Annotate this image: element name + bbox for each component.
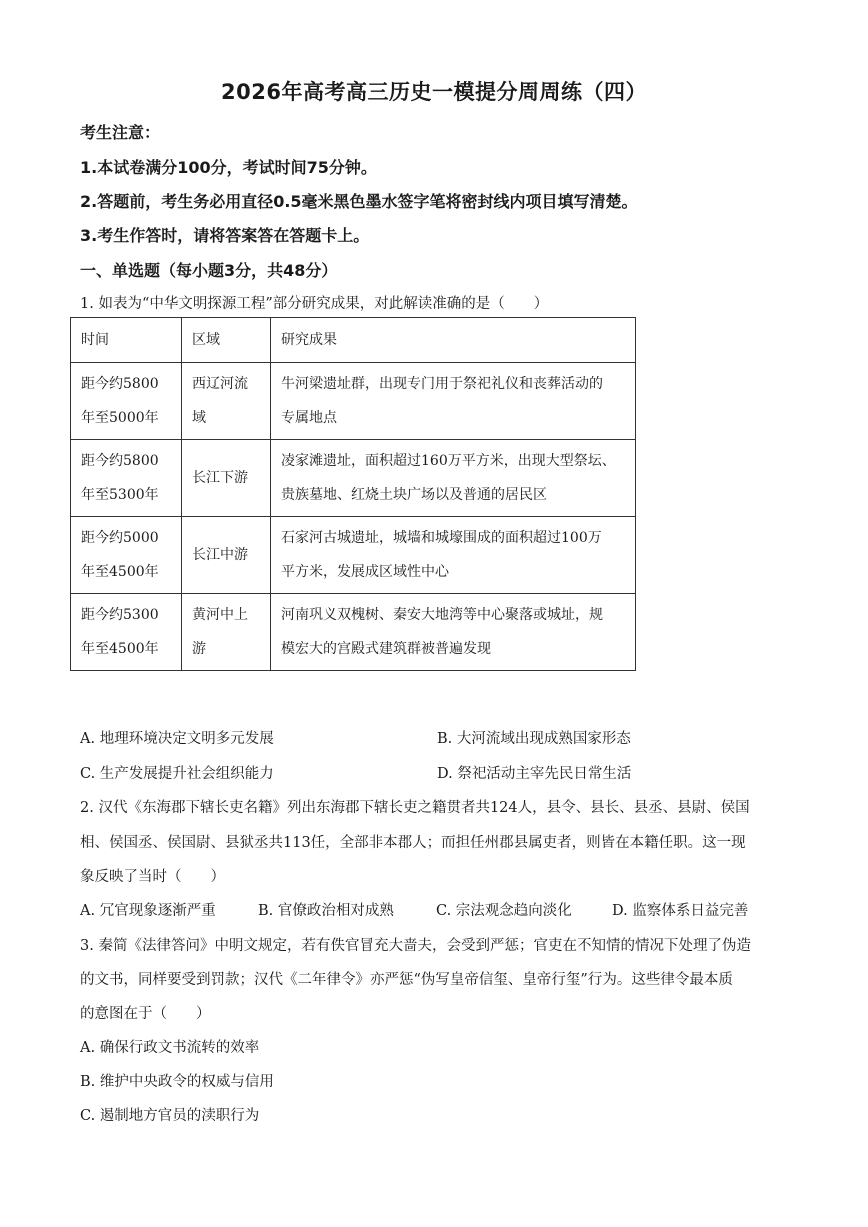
cell-region: 黄河中上 游 — [182, 594, 271, 671]
q3-stem-line-3: 的意图在于（ ） — [80, 1006, 211, 1022]
q2-option-b[interactable]: B. 官僚政治相对成熟 — [258, 903, 394, 919]
cell-time: 距今约5300 年至4500年 — [71, 594, 182, 671]
q2-stem-line-1: 2. 汉代《东海郡下辖长吏名籍》列出东海郡下辖长吏之籍贯者共124人，县令、县长、县丞、县尉、侯国 — [80, 800, 750, 816]
cell-time: 距今约5000 年至4500年 — [71, 517, 182, 594]
table-row — [71, 440, 636, 517]
cell-result: 石家河古城遗址，城墙和城壕围成的面积超过100万 平方米，发展成区域性中心 — [271, 517, 636, 594]
q1-option-a[interactable]: A. 地理环境决定文明多元发展 — [80, 731, 274, 747]
notice-item-3: 3.考生作答时，请将答案答在答题卡上。 — [80, 226, 370, 245]
q2-option-a[interactable]: A. 冗官现象逐渐严重 — [80, 903, 216, 919]
q1-option-b[interactable]: B. 大河流域出现成熟国家形态 — [437, 731, 631, 747]
q2-option-d[interactable]: D. 监察体系日益完善 — [612, 903, 749, 919]
cell-region: 长江下游 — [182, 440, 271, 517]
cell-result: 牛河梁遗址群，出现专门用于祭祀礼仪和丧葬活动的 专属地点 — [271, 363, 636, 440]
cell-time: 距今约5800 年至5300年 — [71, 440, 182, 517]
q1-option-c[interactable]: C. 生产发展提升社会组织能力 — [80, 766, 274, 782]
page-title: 2026年高考高三历史一模提分周周练（四） — [221, 80, 647, 104]
q3-option-a[interactable]: A. 确保行政文书流转的效率 — [80, 1040, 260, 1056]
q2-stem-line-3: 象反映了当时（ ） — [80, 869, 225, 885]
header-time: 时间 — [71, 318, 182, 363]
table-header-row — [71, 318, 636, 363]
q3-stem-line-1: 3. 秦简《法律答问》中明文规定，若有佚官冒充大啬夫，会受到严惩；官吏在不知情的情况下处理了伪造 — [80, 938, 751, 954]
q1-option-d[interactable]: D. 祭祀活动主宰先民日常生活 — [437, 766, 632, 782]
table-row — [71, 594, 636, 671]
q3-option-c[interactable]: C. 遏制地方官员的渎职行为 — [80, 1108, 260, 1124]
header-region: 区域 — [182, 318, 271, 363]
research-table — [70, 317, 636, 671]
table-row — [71, 363, 636, 440]
header-result: 研究成果 — [271, 318, 636, 363]
q3-stem-line-2: 的文书，同样要受到罚款；汉代《二年律令》亦严惩“伪写皇帝信玺、皇帝行玺”行为。这些律令最本质 — [80, 972, 733, 988]
cell-result: 凌家滩遗址，面积超过160万平方米，出现大型祭坛、 贵族墓地、红烧土块广场以及普通的居民区 — [271, 440, 636, 517]
cell-region: 长江中游 — [182, 517, 271, 594]
notice-item-2: 2.答题前，考生务必用直径0.5毫米黑色墨水签字笔将密封线内项目填写清楚。 — [80, 192, 638, 211]
section-heading: 一、单选题（每小题3分，共48分） — [80, 261, 338, 280]
cell-region: 西辽河流 域 — [182, 363, 271, 440]
cell-time: 距今约5800 年至5000年 — [71, 363, 182, 440]
q2-option-c[interactable]: C. 宗法观念趋向淡化 — [436, 903, 572, 919]
q1-stem: 1. 如表为“中华文明探源工程”部分研究成果，对此解读准确的是（ ） — [80, 296, 549, 312]
q2-stem-line-2: 相、侯国丞、侯国尉、县狱丞共113任，全部非本郡人；而担任州郡县属吏者，则皆在本籍任职。这一现 — [80, 835, 746, 851]
notice-item-1: 1.本试卷满分100分，考试时间75分钟。 — [80, 158, 377, 177]
cell-result: 河南巩义双槐树、秦安大地湾等中心聚落或城址，规 模宏大的宫殿式建筑群被普遍发现 — [271, 594, 636, 671]
q3-option-b[interactable]: B. 维护中央政令的权威与信用 — [80, 1074, 274, 1090]
notice-heading: 考生注意： — [80, 123, 161, 142]
table-row — [71, 517, 636, 594]
